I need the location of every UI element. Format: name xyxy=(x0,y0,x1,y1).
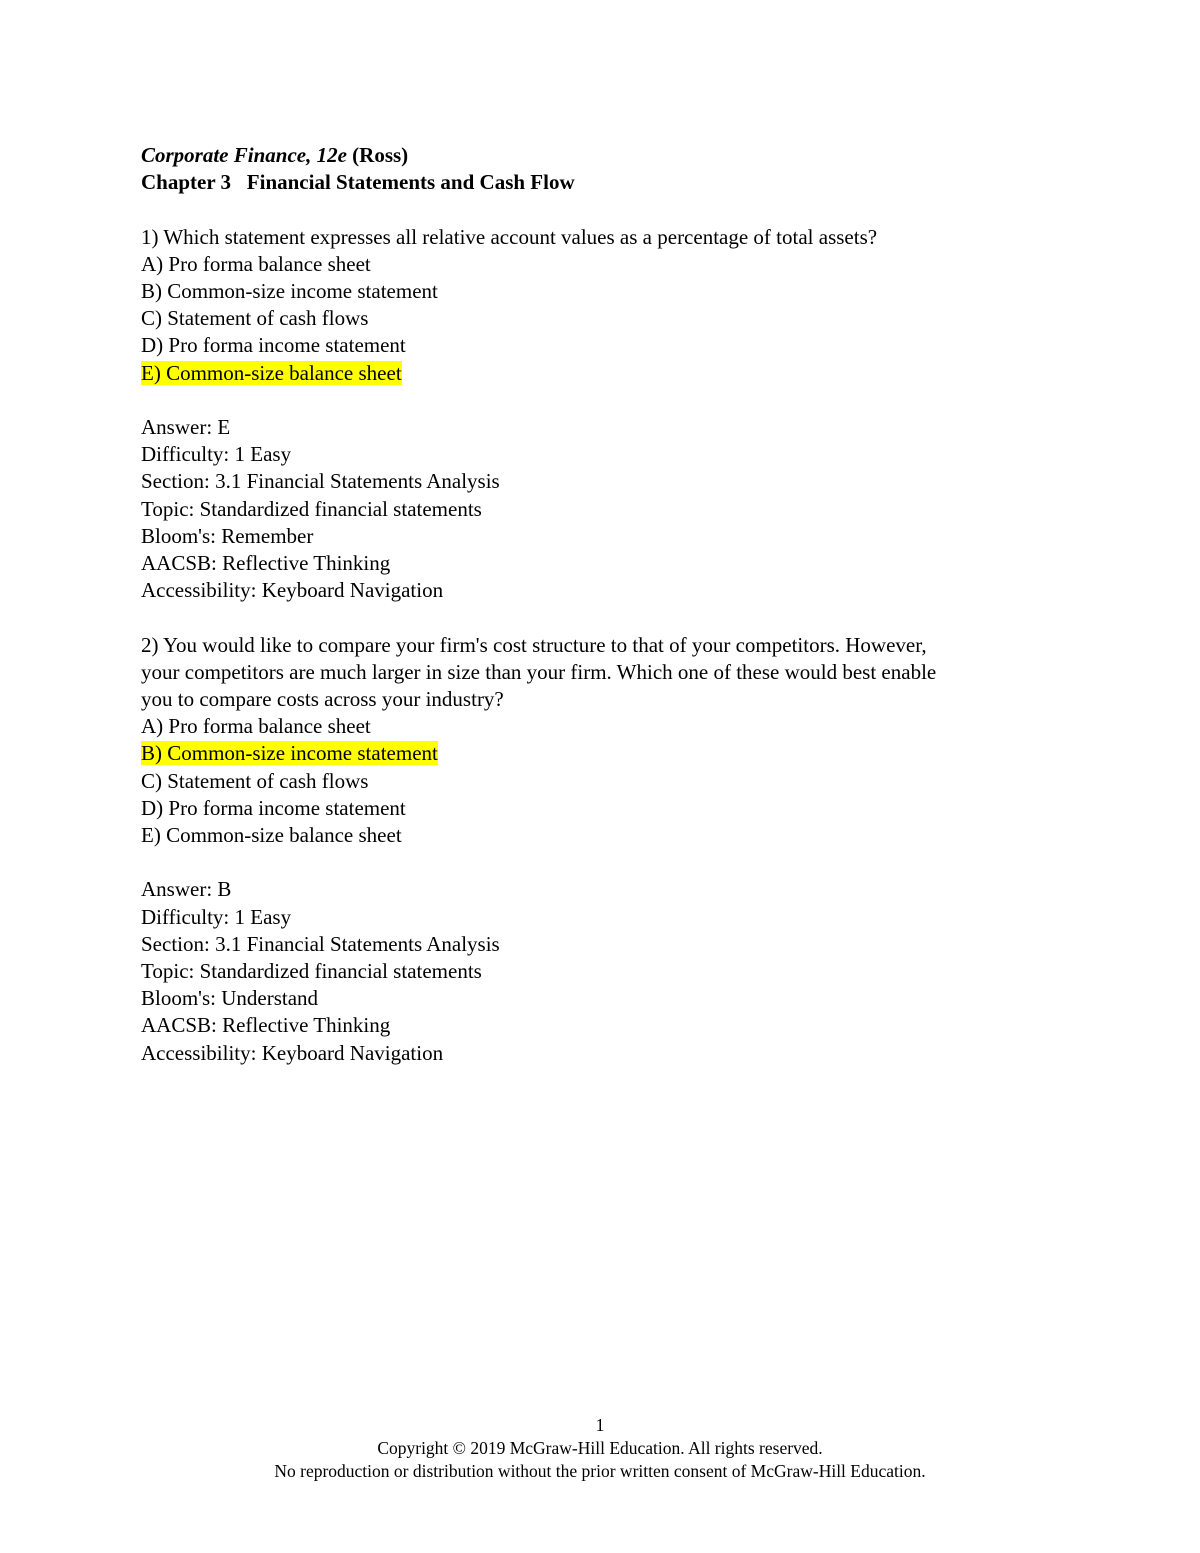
document-body xyxy=(141,142,1061,1067)
question-block xyxy=(141,224,1061,605)
chapter-title: Financial Statements and Cash Flow xyxy=(246,170,575,195)
difficulty-line: Difficulty: 1 Easy xyxy=(141,904,292,929)
answer-line: Answer: B xyxy=(141,877,232,902)
blooms-line: Bloom's: Understand xyxy=(141,986,319,1011)
question-stem: 1) Which statement expresses all relative account values as a percentage of total assets? xyxy=(141,224,878,249)
topic-line: Topic: Standardized financial statements xyxy=(141,496,482,521)
aacsb-line: AACSB: Reflective Thinking xyxy=(141,1013,391,1038)
option-a xyxy=(141,713,1061,740)
option-text: A) Pro forma balance sheet xyxy=(141,251,371,276)
page-number: 1 xyxy=(595,1415,605,1435)
chapter-heading xyxy=(141,169,1061,196)
spacer xyxy=(141,604,1061,631)
option-d xyxy=(141,795,1061,822)
option-b xyxy=(141,740,1061,767)
section-line: Section: 3.1 Financial Statements Analysis xyxy=(141,931,500,956)
difficulty-line: Difficulty: 1 Easy xyxy=(141,442,292,467)
option-text: C) Statement of cash flows xyxy=(141,306,369,331)
option-d xyxy=(141,332,1061,359)
option-b xyxy=(141,278,1061,305)
option-text: C) Statement of cash flows xyxy=(141,768,369,793)
spacer xyxy=(141,849,1061,876)
option-text: D) Pro forma income statement xyxy=(141,333,406,358)
highlighted-option-text: B) Common-size income statement xyxy=(141,741,438,766)
accessibility-line: Accessibility: Keyboard Navigation xyxy=(141,578,444,603)
option-a xyxy=(141,251,1061,278)
book-author: (Ross) xyxy=(352,143,409,167)
page-footer xyxy=(0,1414,1200,1483)
option-text: E) Common-size balance sheet xyxy=(141,823,402,848)
option-c xyxy=(141,305,1061,332)
option-e xyxy=(141,360,1061,387)
reproduction-notice: No reproduction or distribution without the prior written consent of McGraw-Hill Education. xyxy=(274,1461,926,1481)
question-stem: your competitors are much larger in size than your firm. Which one of these would best enable xyxy=(141,659,937,684)
question-stem: you to compare costs across your industry? xyxy=(141,687,504,712)
question-block xyxy=(141,632,1061,1067)
section-line: Section: 3.1 Financial Statements Analysis xyxy=(141,469,500,494)
spacer xyxy=(141,196,1061,223)
option-text: A) Pro forma balance sheet xyxy=(141,714,371,739)
book-title-line xyxy=(141,142,1061,169)
option-text: B) Common-size income statement xyxy=(141,279,438,303)
chapter-label: Chapter 3 xyxy=(141,170,232,195)
highlighted-option-text: E) Common-size balance sheet xyxy=(141,360,402,385)
spacer xyxy=(141,387,1061,414)
option-c xyxy=(141,768,1061,795)
blooms-line: Bloom's: Remember xyxy=(141,523,314,548)
option-e xyxy=(141,822,1061,849)
option-text: D) Pro forma income statement xyxy=(141,795,406,820)
answer-line: Answer: E xyxy=(141,415,231,439)
book-title: Corporate Finance, 12e xyxy=(141,143,347,167)
topic-line: Topic: Standardized financial statements xyxy=(141,959,482,984)
aacsb-line: AACSB: Reflective Thinking xyxy=(141,551,391,576)
copyright-line: Copyright © 2019 McGraw-Hill Education. All rights reserved. xyxy=(377,1438,823,1458)
question-stem: 2) You would like to compare your firm's cost structure to that of your competitors. However, xyxy=(141,632,927,657)
accessibility-line: Accessibility: Keyboard Navigation xyxy=(141,1040,444,1065)
